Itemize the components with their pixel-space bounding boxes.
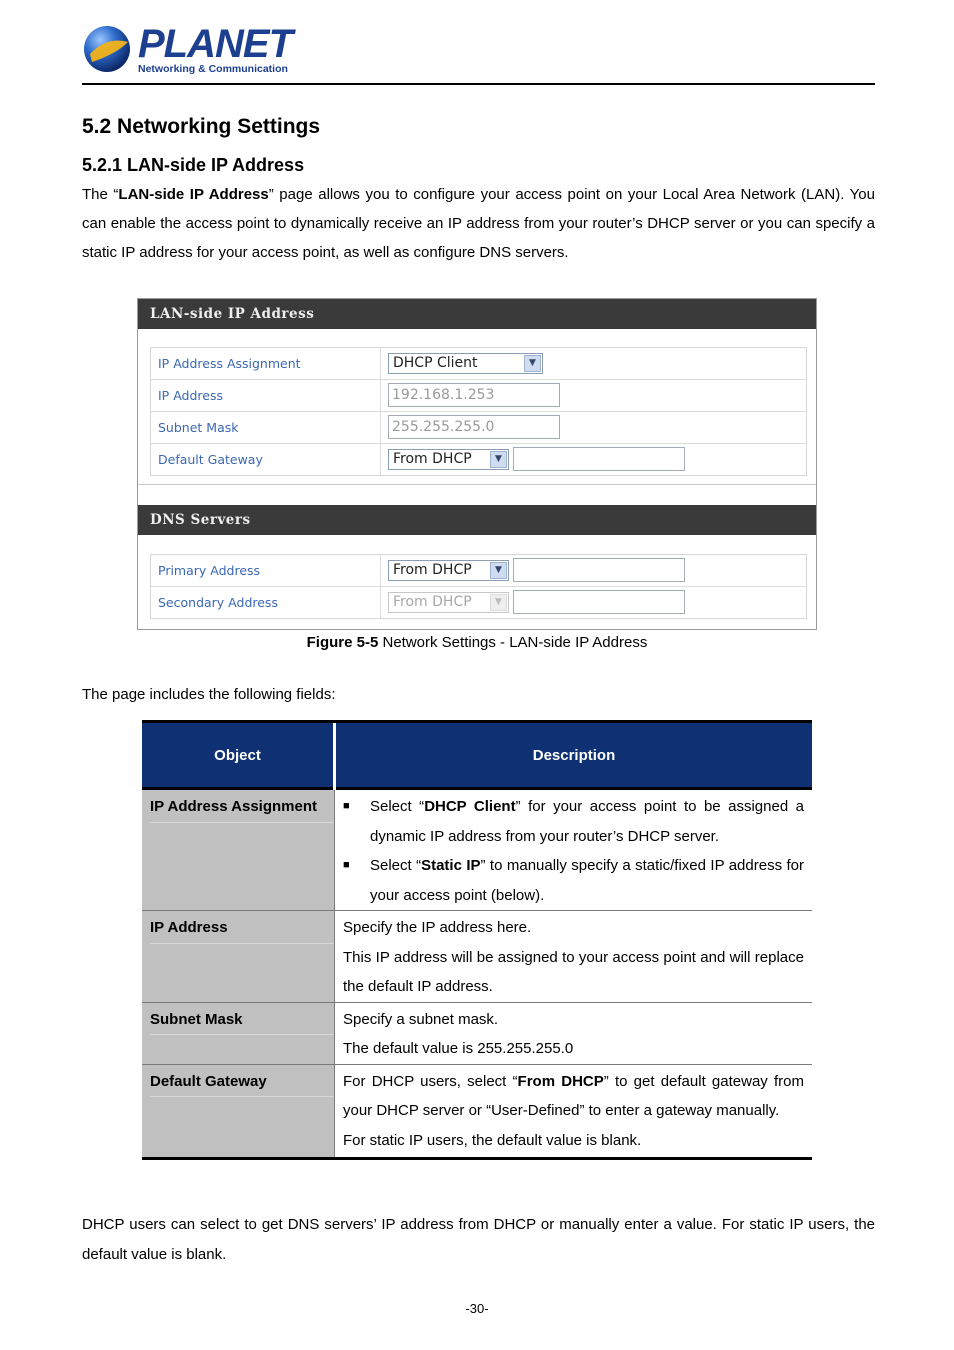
form-row: [151, 587, 806, 618]
chevron-down-icon: ▼: [490, 451, 507, 468]
secondary-dns-select[interactable]: From DHCP ▼: [388, 592, 509, 613]
divider: [138, 484, 816, 485]
bullet-icon: ■: [343, 800, 350, 812]
object-cell: IP Address Assignment: [142, 789, 335, 911]
secondary-address-label: Secondary Address: [151, 587, 381, 618]
object-cell: IP Address: [142, 911, 335, 1003]
page-number: -30-: [465, 1301, 489, 1316]
intro-paragraph: The “LAN-side IP Address” page allows you to configure your access point on your Local Area Network (LAN). You can enable the access point to dynamically receive an IP address from your router’s DHCP server or you can specify a static IP address for your access point, as well as configure DNS servers.: [82, 186, 875, 261]
description-cell: For DHCP users, select “From DHCP” to get default gateway from your DHCP server or “User-Defined” to enter a gateway manually. For static IP users, the default value is blank.: [335, 1064, 813, 1157]
table-row: [142, 1002, 812, 1064]
subsection-title: 5.2.1 LAN-side IP Address: [82, 155, 305, 175]
lan-settings-form: [150, 347, 807, 476]
bullet-icon: ■: [343, 859, 350, 871]
default-gateway-select[interactable]: From DHCP ▼: [388, 449, 509, 470]
description-cell: ■ Select “DHCP Client” for your access point to be assigned a dynamic IP address from your router’s DHCP server. ■ Select “Static IP” to manually specify a static/fixed IP address for your access point (below).: [335, 789, 813, 911]
description-cell: Specify a subnet mask. The default value is 255.255.255.0: [335, 1002, 813, 1064]
subnet-mask-input[interactable]: 255.255.255.0: [388, 415, 560, 439]
primary-dns-input[interactable]: [513, 558, 685, 582]
secondary-dns-input[interactable]: [513, 590, 685, 614]
ip-address-label: IP Address: [151, 380, 381, 411]
globe-icon: [82, 24, 132, 74]
object-cell: Default Gateway: [142, 1064, 335, 1157]
form-row: [151, 348, 806, 380]
default-gateway-label: Default Gateway: [151, 444, 381, 475]
dns-panel-title: DNS Servers: [138, 505, 816, 535]
lan-panel-title: LAN-side IP Address: [138, 299, 816, 329]
fields-table: [142, 720, 812, 1160]
chevron-down-icon: ▼: [490, 594, 507, 611]
ip-address-input[interactable]: 192.168.1.253: [388, 383, 560, 407]
fields-intro: The page includes the following fields:: [82, 686, 336, 703]
form-row: [151, 555, 806, 587]
form-row: [151, 444, 806, 475]
dns-settings-form: [150, 554, 807, 619]
form-row: [151, 412, 806, 444]
primary-dns-select[interactable]: From DHCP ▼: [388, 560, 509, 581]
table-row: [142, 789, 812, 911]
section-title: 5.2 Networking Settings: [82, 115, 321, 138]
table-header-description: Description: [335, 723, 813, 789]
description-cell: Specify the IP address here. This IP address will be assigned to your access point and will replace the default IP address.: [335, 911, 813, 1003]
form-row: [151, 380, 806, 412]
brand-name: PLANET: [138, 22, 292, 66]
chevron-down-icon: ▼: [524, 355, 541, 372]
chevron-down-icon: ▼: [490, 562, 507, 579]
ip-assignment-select[interactable]: DHCP Client ▼: [388, 353, 543, 374]
table-row: [142, 1064, 812, 1157]
planet-logo: [82, 22, 292, 78]
figure-caption: Figure 5-5 Network Settings - LAN-side IP Address: [306, 634, 648, 651]
brand-tagline: Networking & Communication: [138, 63, 288, 75]
primary-address-label: Primary Address: [151, 555, 381, 586]
closing-paragraph: DHCP users can select to get DNS servers’ IP address from DHCP or manually enter a value. For static IP users, the default value is blank.: [82, 1216, 875, 1263]
table-header-object: Object: [142, 723, 335, 789]
object-cell: Subnet Mask: [142, 1002, 335, 1064]
subnet-mask-label: Subnet Mask: [151, 412, 381, 443]
ip-assignment-label: IP Address Assignment: [151, 348, 381, 379]
header-rule: [82, 83, 875, 85]
table-row: [142, 911, 812, 1003]
lan-settings-screenshot: [137, 298, 817, 630]
default-gateway-input[interactable]: [513, 447, 685, 471]
